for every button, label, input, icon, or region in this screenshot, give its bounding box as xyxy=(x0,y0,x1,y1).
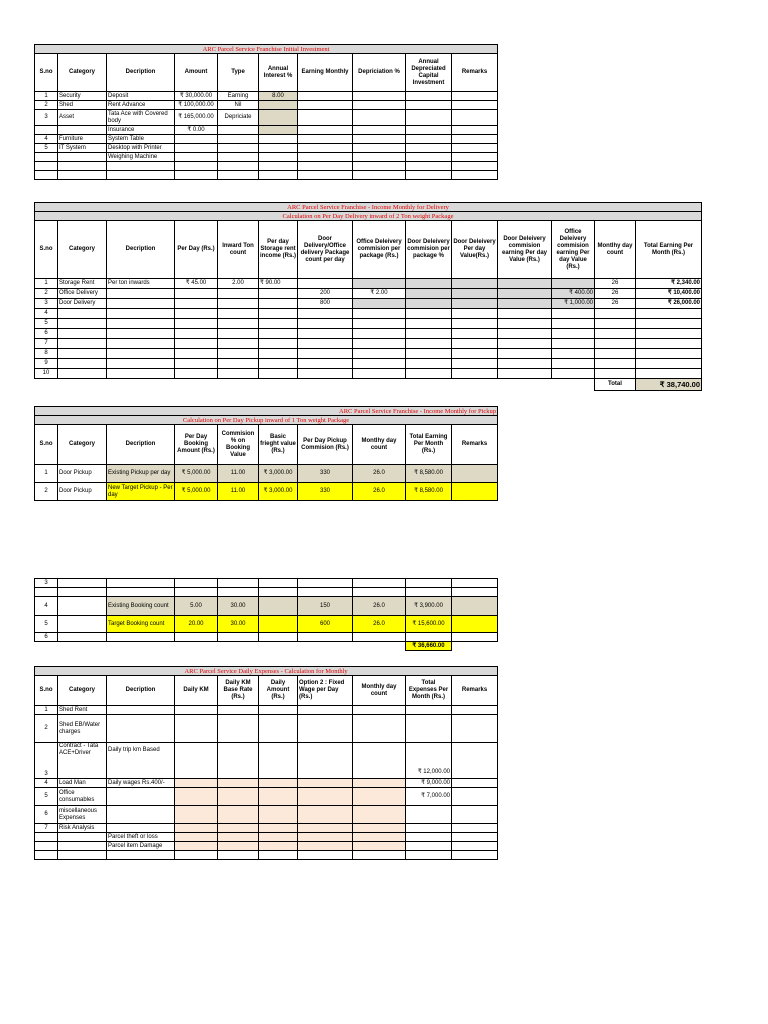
col-header: Annual Interest % xyxy=(259,54,298,92)
cell[interactable] xyxy=(452,597,498,616)
cell[interactable] xyxy=(406,135,452,144)
col-header: Daily KM xyxy=(175,676,218,706)
col-header: Per Day Pickup Commision (Rs.) xyxy=(298,425,353,465)
cell[interactable]: 3 xyxy=(35,579,58,588)
cell[interactable]: 5.00 xyxy=(175,597,218,616)
cell[interactable]: 330 xyxy=(298,465,353,483)
delivery-subtitle: Calculation on Per Day Delivery inward of 2 Ton weight Package xyxy=(35,212,702,221)
cell[interactable]: 26.0 xyxy=(353,597,406,616)
cell[interactable] xyxy=(552,279,595,289)
table-row xyxy=(35,842,498,851)
cell[interactable]: ₹ 3,900.00 xyxy=(406,597,452,616)
cell[interactable]: Storage Rent xyxy=(58,279,107,289)
cell[interactable]: 5 xyxy=(35,788,58,806)
col-header: Inward Ton count xyxy=(218,221,259,279)
cell[interactable]: 7 xyxy=(35,824,58,833)
cell[interactable]: 30.00 xyxy=(218,597,259,616)
cell[interactable]: 4 xyxy=(35,597,58,616)
cell[interactable] xyxy=(498,299,552,309)
cell[interactable]: 4 xyxy=(35,779,58,788)
cell[interactable]: Door Pickup xyxy=(58,483,107,501)
col-header: Office Deleivery commision earning Per day Value (Rs.) xyxy=(552,221,595,279)
col-header: Option 2 : Fixed Wage per Day (Rs.) xyxy=(298,676,353,706)
cell[interactable]: 3 xyxy=(35,743,58,779)
cell[interactable]: Asset xyxy=(58,110,107,126)
cell[interactable]: Parcel theft or loss xyxy=(107,833,175,842)
cell[interactable] xyxy=(259,289,298,299)
col-header: Amount xyxy=(175,54,218,92)
table-row xyxy=(35,743,498,779)
cell[interactable] xyxy=(452,126,498,135)
cell[interactable]: Existing Booking count xyxy=(107,597,175,616)
delivery-title: ARC Parcel Service Franchise - Income Monthly for Delivery xyxy=(35,203,702,212)
cell[interactable]: ₹ 1,000.00 xyxy=(552,299,595,309)
cell[interactable] xyxy=(35,153,58,162)
cell[interactable]: 26.0 xyxy=(353,483,406,501)
cell[interactable]: Depriciate xyxy=(218,110,259,126)
cell[interactable] xyxy=(406,92,452,101)
cell[interactable] xyxy=(452,92,498,101)
total-label: Total xyxy=(595,379,636,391)
investment-title: ARC Parcel Service Franchise Initial Investment xyxy=(35,45,498,54)
cell[interactable]: 26.0 xyxy=(353,616,406,633)
cell[interactable] xyxy=(298,110,353,126)
cell[interactable] xyxy=(452,616,498,633)
cell[interactable] xyxy=(298,279,353,289)
cell[interactable]: ₹ 5,000.00 xyxy=(175,483,218,501)
cell[interactable] xyxy=(406,153,452,162)
cell[interactable]: Nil xyxy=(218,101,259,110)
cell[interactable] xyxy=(175,153,218,162)
cell[interactable] xyxy=(259,299,298,309)
cell[interactable]: Office Delivery xyxy=(58,289,107,299)
cell[interactable]: 26 xyxy=(595,279,636,289)
cell[interactable]: Existing Pickup per day xyxy=(107,465,175,483)
table-row xyxy=(35,706,498,715)
cell[interactable] xyxy=(452,289,498,299)
col-header: Category xyxy=(58,676,107,706)
delivery-table xyxy=(34,202,702,391)
cell[interactable]: Target Booking count xyxy=(107,616,175,633)
col-header: Annual Depreciated Capital Investment xyxy=(406,54,452,92)
col-header: Door Delivery/Office delivery Package count per day xyxy=(298,221,353,279)
cell[interactable]: 8 xyxy=(35,349,58,359)
cell[interactable]: Insurance xyxy=(107,126,175,135)
table-row xyxy=(35,806,498,824)
cell[interactable]: Shed EB/Water charges xyxy=(58,715,107,743)
cell[interactable] xyxy=(298,126,353,135)
col-header: Decription xyxy=(107,54,175,92)
cell[interactable]: Furniture xyxy=(58,135,107,144)
cell[interactable] xyxy=(58,153,107,162)
cell[interactable]: 2 xyxy=(35,289,58,299)
expenses-table xyxy=(34,666,498,860)
investment-table xyxy=(34,44,498,180)
cell[interactable]: ₹ 7,000.00 xyxy=(406,788,452,806)
cell[interactable] xyxy=(452,144,498,153)
cell[interactable] xyxy=(175,135,218,144)
table-row xyxy=(35,162,498,171)
cell[interactable]: ₹ 5,000.00 xyxy=(175,465,218,483)
cell[interactable] xyxy=(353,110,406,126)
table-row xyxy=(35,101,498,110)
cell[interactable]: 5 xyxy=(35,144,58,153)
cell[interactable]: miscellaneous Expenses xyxy=(58,806,107,824)
col-header: Commision % on Booking Value xyxy=(218,425,259,465)
cell[interactable] xyxy=(259,153,298,162)
cell[interactable] xyxy=(452,101,498,110)
col-header: Remarks xyxy=(452,54,498,92)
table-row xyxy=(35,851,498,860)
cell[interactable]: Door Pickup xyxy=(58,465,107,483)
cell[interactable]: 200 xyxy=(298,289,353,299)
table-row xyxy=(35,153,498,162)
cell[interactable] xyxy=(406,299,452,309)
pickup-header-row xyxy=(35,425,498,465)
cell[interactable]: System Table xyxy=(107,135,175,144)
investment-header-row xyxy=(35,54,498,92)
col-header: Montlhy day count xyxy=(353,425,406,465)
cell[interactable] xyxy=(452,110,498,126)
cell[interactable] xyxy=(259,126,298,135)
cell[interactable]: ₹ 10,400.00 xyxy=(636,289,702,299)
col-header: Door Deleivery Per day Value(Rs.) xyxy=(452,221,498,279)
cell[interactable] xyxy=(218,153,259,162)
cell[interactable] xyxy=(218,299,259,309)
table-row xyxy=(35,289,702,299)
col-header: Category xyxy=(58,425,107,465)
cell[interactable]: ₹ 90.00 xyxy=(259,279,298,289)
cell[interactable] xyxy=(353,101,406,110)
cell[interactable] xyxy=(406,279,452,289)
cell[interactable] xyxy=(298,101,353,110)
cell[interactable]: Tata Ace with Covered body xyxy=(107,110,175,126)
table-row xyxy=(35,633,498,642)
cell[interactable]: 4 xyxy=(35,309,58,319)
table-row xyxy=(35,483,498,501)
cell[interactable] xyxy=(298,144,353,153)
cell[interactable] xyxy=(353,135,406,144)
col-header: Per day Storage rent income (Rs.) xyxy=(259,221,298,279)
cell[interactable] xyxy=(406,126,452,135)
grand-total-row xyxy=(35,642,498,651)
cell[interactable]: Per ton inwards xyxy=(107,279,175,289)
cell[interactable]: 3 xyxy=(35,299,58,309)
cell[interactable]: 330 xyxy=(298,483,353,501)
cell[interactable]: ₹ 165,000.00 xyxy=(175,110,218,126)
table-row xyxy=(35,329,702,339)
col-header: Total Expenses Per Month (Rs.) xyxy=(406,676,452,706)
cell[interactable]: ₹ 26,000.00 xyxy=(636,299,702,309)
cell[interactable]: Security xyxy=(58,92,107,101)
table-row xyxy=(35,616,498,633)
col-header: Remarks xyxy=(452,425,498,465)
cell[interactable]: 10 xyxy=(35,369,58,379)
col-header: Decription xyxy=(107,676,175,706)
cell[interactable] xyxy=(175,144,218,153)
cell[interactable] xyxy=(218,144,259,153)
cell[interactable]: 150 xyxy=(298,597,353,616)
cell[interactable]: 11.00 xyxy=(218,465,259,483)
delivery-header-row xyxy=(35,221,702,279)
cell[interactable]: 2.00 xyxy=(218,279,259,289)
cell[interactable]: 5 xyxy=(35,616,58,633)
cell[interactable]: ₹ 12,000.00 xyxy=(406,743,452,779)
cell[interactable]: 1 xyxy=(35,706,58,715)
col-header: Daily Amount (Rs.) xyxy=(259,676,298,706)
cell[interactable]: 30.00 xyxy=(218,616,259,633)
table-row xyxy=(35,319,702,329)
cell[interactable]: ₹ 8,580.00 xyxy=(406,465,452,483)
cell[interactable]: 26 xyxy=(595,299,636,309)
cell[interactable]: 11.00 xyxy=(218,483,259,501)
cell[interactable]: 26 xyxy=(595,289,636,299)
expenses-title: ARC Parcel Service Daily Expenses - Calculation for Monthly xyxy=(35,667,498,676)
table-row xyxy=(35,299,702,309)
col-header: S.no xyxy=(35,425,58,465)
col-header: Category xyxy=(58,221,107,279)
cell[interactable]: Weighing Machine xyxy=(107,153,175,162)
table-row xyxy=(35,779,498,788)
col-header: Per Day Booking Amount (Rs.) xyxy=(175,425,218,465)
total-row xyxy=(35,379,702,391)
cell[interactable]: ₹ 3,000.00 xyxy=(259,483,298,501)
table-row xyxy=(35,126,498,135)
cell[interactable]: 1 xyxy=(35,465,58,483)
cell[interactable]: 8.00 xyxy=(259,92,298,101)
cell[interactable] xyxy=(406,101,452,110)
cell[interactable]: Load Man xyxy=(58,779,107,788)
cell[interactable] xyxy=(452,483,498,501)
table-row xyxy=(35,349,702,359)
cell[interactable]: Daily trip km Based xyxy=(107,743,175,779)
total-value[interactable]: ₹ 38,740.00 xyxy=(636,379,702,391)
cell[interactable]: ₹ 0.00 xyxy=(175,126,218,135)
cell[interactable]: Rent Advance xyxy=(107,101,175,110)
cell[interactable]: Shed Rent xyxy=(58,706,107,715)
cell[interactable] xyxy=(498,289,552,299)
cell[interactable] xyxy=(298,153,353,162)
cell[interactable]: 2 xyxy=(35,101,58,110)
table-row xyxy=(35,833,498,842)
table-row xyxy=(35,309,702,319)
cell[interactable] xyxy=(452,279,498,289)
expenses-header-row xyxy=(35,676,498,706)
table-row xyxy=(35,824,498,833)
col-header: Per Day (Rs.) xyxy=(175,221,218,279)
table-row xyxy=(35,339,702,349)
table-row xyxy=(35,92,498,101)
cell[interactable] xyxy=(353,92,406,101)
cell[interactable] xyxy=(259,110,298,126)
cell[interactable]: Daily wages Rs.400/- xyxy=(107,779,175,788)
col-header: Basic frieght value (Rs.) xyxy=(259,425,298,465)
table-row xyxy=(35,279,702,289)
cell[interactable]: Parcel item Damage xyxy=(107,842,175,851)
table-row xyxy=(35,135,498,144)
cell[interactable]: ₹ 100,000.00 xyxy=(175,101,218,110)
cell[interactable]: ₹ 8,580.00 xyxy=(406,483,452,501)
cell[interactable] xyxy=(218,289,259,299)
grand-total-value[interactable]: ₹ 36,660.00 xyxy=(406,642,452,651)
col-header: Monthly day count xyxy=(353,676,406,706)
cell[interactable] xyxy=(353,279,406,289)
table-row xyxy=(35,465,498,483)
cell[interactable]: 1 xyxy=(35,92,58,101)
cell[interactable] xyxy=(35,126,58,135)
cell[interactable] xyxy=(259,144,298,153)
col-header: Category xyxy=(58,54,107,92)
cell[interactable]: Risk Analysis xyxy=(58,824,107,833)
cell[interactable]: Door Delivery xyxy=(58,299,107,309)
col-header: Total Earning Per Month (Rs.) xyxy=(406,425,452,465)
cell[interactable]: Deposit xyxy=(107,92,175,101)
cell[interactable] xyxy=(175,289,218,299)
cell[interactable] xyxy=(58,597,107,616)
cell[interactable]: New Target Pickup - Per day xyxy=(107,483,175,501)
cell[interactable]: ₹ 15,600.00 xyxy=(406,616,452,633)
cell[interactable] xyxy=(259,597,298,616)
table-row xyxy=(35,597,498,616)
col-header: Office Deleivery commision per package (Rs.) xyxy=(353,221,406,279)
cell[interactable]: ₹ 400.00 xyxy=(552,289,595,299)
table-row xyxy=(35,369,702,379)
table-row xyxy=(35,110,498,126)
cell[interactable] xyxy=(406,144,452,153)
cell[interactable]: 5 xyxy=(35,319,58,329)
cell[interactable] xyxy=(406,110,452,126)
cell[interactable]: 6 xyxy=(35,806,58,824)
cell[interactable] xyxy=(259,135,298,144)
col-header: Depriciation % xyxy=(353,54,406,92)
cell[interactable] xyxy=(353,144,406,153)
col-header: Door Deleivery commision per package % xyxy=(406,221,452,279)
cell[interactable]: 2 xyxy=(35,483,58,501)
cell[interactable] xyxy=(452,465,498,483)
booking-table xyxy=(34,578,498,651)
cell[interactable] xyxy=(452,153,498,162)
col-header: Daily KM Base Rate (Rs.) xyxy=(218,676,259,706)
pickup-subtitle: Calculation on Per Day Pickup inward of 1 Ton weight Package xyxy=(35,416,498,425)
col-header: Type xyxy=(218,54,259,92)
cell[interactable] xyxy=(58,126,107,135)
cell[interactable]: 600 xyxy=(298,616,353,633)
cell[interactable] xyxy=(406,289,452,299)
cell[interactable] xyxy=(452,135,498,144)
cell[interactable] xyxy=(58,616,107,633)
cell[interactable] xyxy=(175,299,218,309)
col-header: Total Earning Per Month (Rs.) xyxy=(636,221,702,279)
table-row xyxy=(35,144,498,153)
table-row xyxy=(35,715,498,743)
cell[interactable]: 1 xyxy=(35,279,58,289)
cell[interactable]: 7 xyxy=(35,339,58,349)
cell[interactable] xyxy=(498,279,552,289)
cell[interactable]: Earning xyxy=(218,92,259,101)
cell[interactable]: 800 xyxy=(298,299,353,309)
cell[interactable]: 6 xyxy=(35,633,58,642)
cell[interactable] xyxy=(452,299,498,309)
pickup-table xyxy=(34,406,498,501)
col-header: S.no xyxy=(35,676,58,706)
cell[interactable]: 3 xyxy=(35,110,58,126)
col-header: Decription xyxy=(107,425,175,465)
col-header: Door Deleivery commision earning Per day Value (Rs.) xyxy=(498,221,552,279)
cell[interactable]: 2 xyxy=(35,715,58,743)
cell[interactable] xyxy=(353,126,406,135)
cell[interactable]: ₹ 9,000.00 xyxy=(406,779,452,788)
col-header: Decription xyxy=(107,221,175,279)
cell[interactable] xyxy=(218,135,259,144)
cell[interactable]: Shed xyxy=(58,101,107,110)
pickup-title: ARC Parcel Service Franchise - Income Monthly for Pickup xyxy=(35,407,498,416)
table-row xyxy=(35,359,702,369)
cell[interactable] xyxy=(259,101,298,110)
cell[interactable]: Contract - Tata ACE+Driver xyxy=(58,743,107,779)
cell[interactable]: ₹ 3,000.00 xyxy=(259,465,298,483)
cell[interactable] xyxy=(353,153,406,162)
cell[interactable]: 6 xyxy=(35,329,58,339)
cell[interactable] xyxy=(107,289,175,299)
cell[interactable]: ₹ 2,340.00 xyxy=(636,279,702,289)
cell[interactable]: 26.0 xyxy=(353,465,406,483)
table-row xyxy=(35,171,498,180)
cell[interactable]: Office consumables xyxy=(58,788,107,806)
cell[interactable] xyxy=(107,299,175,309)
table-row xyxy=(35,588,498,597)
col-header: Remarks xyxy=(452,676,498,706)
col-header: Earning Monthly xyxy=(298,54,353,92)
cell[interactable]: 4 xyxy=(35,135,58,144)
cell[interactable]: ₹ 2.00 xyxy=(353,289,406,299)
cell[interactable] xyxy=(298,135,353,144)
cell[interactable] xyxy=(218,126,259,135)
cell[interactable]: 20.00 xyxy=(175,616,218,633)
cell[interactable] xyxy=(259,616,298,633)
col-header: S.no xyxy=(35,221,58,279)
col-header: Montlhy day count xyxy=(595,221,636,279)
cell[interactable]: ₹ 45.00 xyxy=(175,279,218,289)
cell[interactable] xyxy=(353,299,406,309)
cell[interactable]: ₹ 30,000.00 xyxy=(175,92,218,101)
table-row xyxy=(35,788,498,806)
table-row xyxy=(35,579,498,588)
cell[interactable] xyxy=(298,92,353,101)
cell[interactable]: 9 xyxy=(35,359,58,369)
cell[interactable]: IT System xyxy=(58,144,107,153)
col-header: S.no xyxy=(35,54,58,92)
cell[interactable]: Desktop with Printer xyxy=(107,144,175,153)
